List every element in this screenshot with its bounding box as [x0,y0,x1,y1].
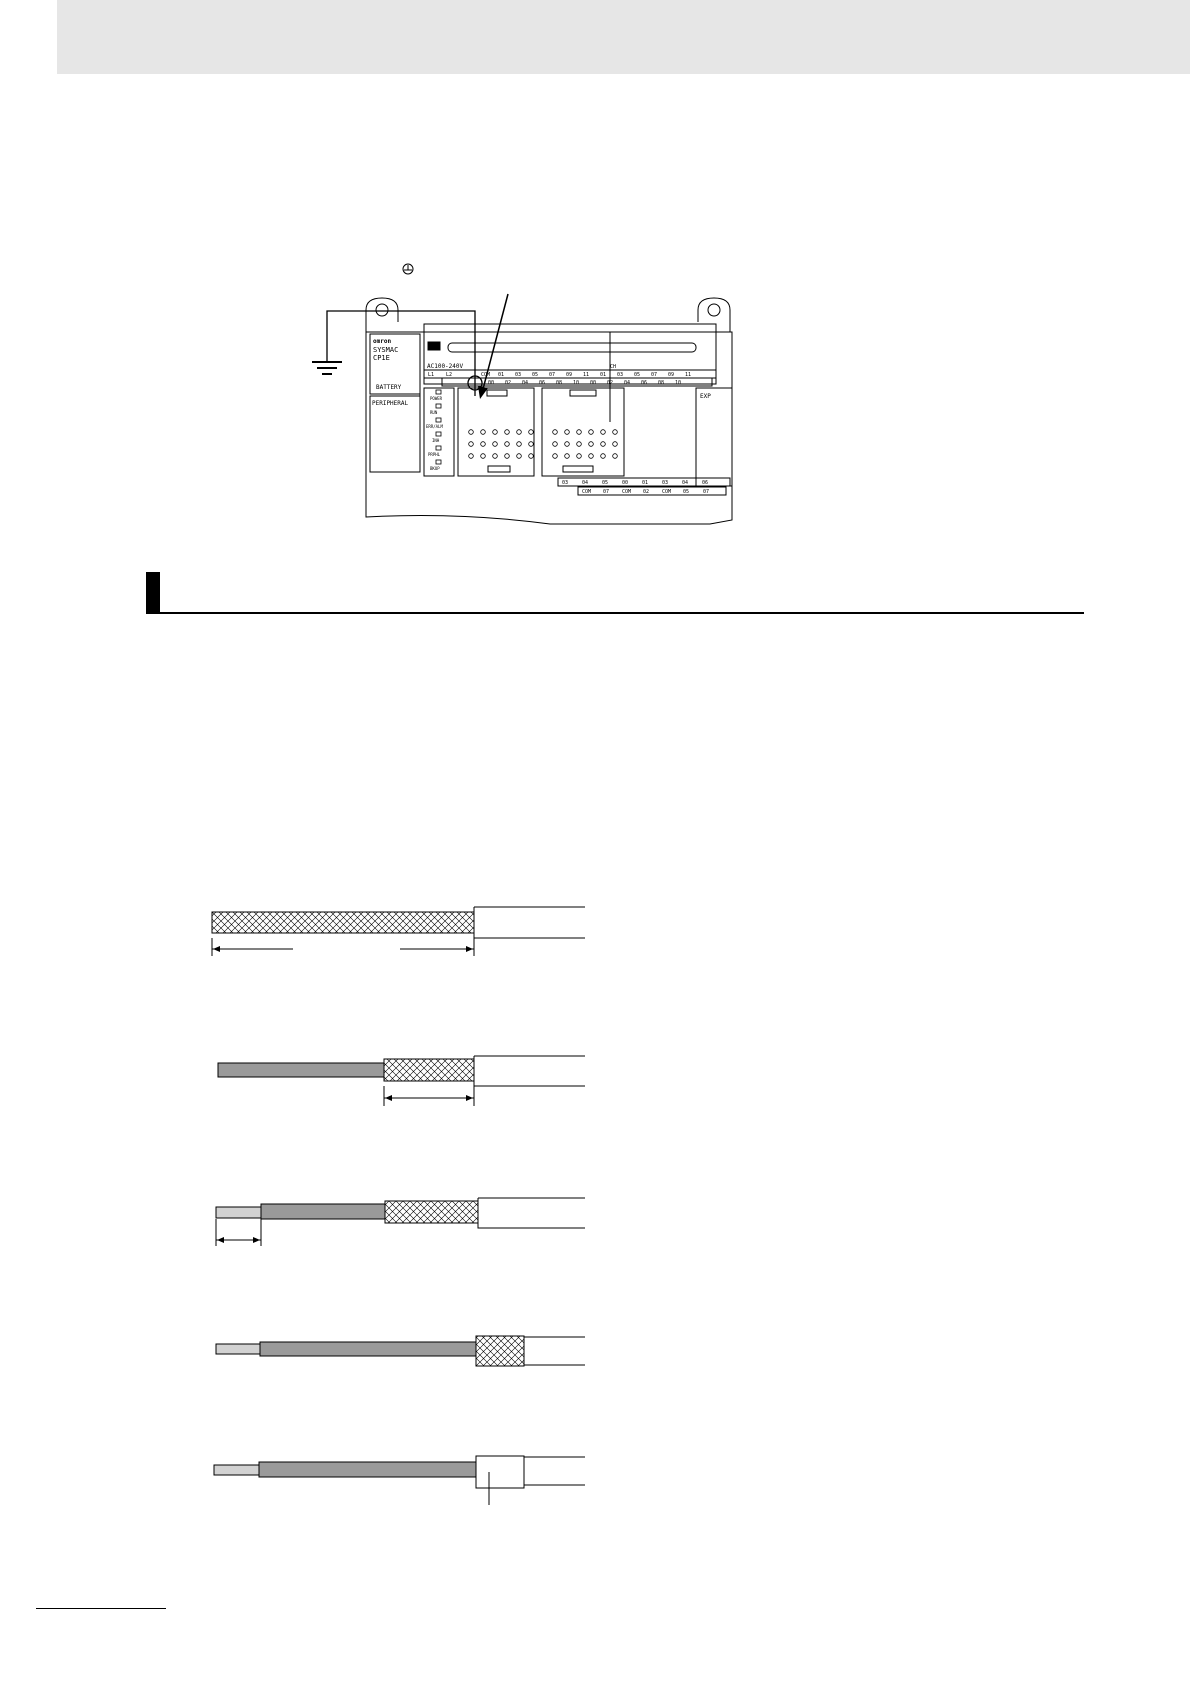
terminal-label: 07 [549,372,556,378]
bare-conductor [214,1465,259,1475]
section-heading-marker [146,572,160,612]
terminal-label: 06 [641,380,648,386]
cable-step-5 [214,1456,585,1505]
cable-step-3 [216,1198,585,1246]
arrow-left-icon [385,1095,392,1101]
terminal-label: COM [662,489,672,495]
plc-ground-figure [300,262,760,532]
indicator-label: POWER [430,396,443,401]
section-heading-rule [146,612,1084,614]
terminal-label: 11 [685,372,692,378]
terminal-label: 03 [662,480,669,486]
terminal-label: 03 [515,372,522,378]
terminal-label: L2 [446,372,453,378]
indicator-label: INH [432,438,440,443]
arrow-right-icon [466,946,473,952]
terminal-label: 10 [573,380,580,386]
terminal-label: 05 [683,489,690,495]
terminal-label: L1 [428,372,435,378]
plc-brand: omron [373,338,392,345]
terminal-label: 03 [617,372,624,378]
terminal-label: COM [622,489,632,495]
terminal-label: 02 [643,489,650,495]
terminal-label: 08 [556,380,563,386]
cable-jacket [478,1198,585,1228]
indicator-label: BKUP [430,466,440,471]
in-channel-label: CH [610,364,617,370]
terminal-label: 04 [582,480,589,486]
battery-label: BATTERY [376,384,402,391]
terminal-label: 05 [602,480,609,486]
indicator-label: ERR/ALM [426,424,443,429]
indicator-label: PRPHL [428,452,441,457]
plc-unit [366,298,732,524]
cable-jacket [474,1056,585,1086]
terminal-label: 06 [539,380,546,386]
connector-pins [469,430,618,459]
bare-conductor [216,1344,260,1354]
terminal-label: 09 [668,372,675,378]
folded-shield [476,1336,524,1366]
page-header-band [57,0,1190,74]
cable-step-4 [216,1336,585,1366]
terminal-label: 00 [590,380,597,386]
terminal-label: COM [481,372,491,378]
terminal-label: 09 [566,372,573,378]
terminal-label: 11 [583,372,590,378]
cable-preparation-figure [200,900,600,1520]
bare-conductor [216,1207,261,1218]
arrow-right-icon [253,1237,260,1243]
terminal-label: 02 [607,380,614,386]
heat-shrink-tube [476,1456,524,1488]
terminal-label: 01 [498,372,505,378]
terminal-label: 05 [532,372,539,378]
braided-shield [385,1201,478,1223]
plc-model-line1: SYSMAC [373,346,399,354]
peripheral-label: PERIPHERAL [372,400,409,407]
footer-rule [36,1608,166,1609]
braided-shield [212,912,474,933]
cable-jacket [474,907,585,938]
insulated-conductor [261,1204,385,1219]
terminal-label: 02 [505,380,512,386]
terminal-label: 08 [658,380,665,386]
terminal-label: 01 [600,372,607,378]
terminal-label: 01 [642,480,649,486]
terminal-label: 04 [624,380,631,386]
arrow-right-icon [466,1095,473,1101]
terminal-label: 07 [603,489,610,495]
cable-step-1 [212,907,585,956]
insulated-conductor [259,1462,476,1477]
insulated-conductor [218,1063,384,1077]
terminal-label: 03 [562,480,569,486]
terminal-label: 10 [675,380,682,386]
terminal-label: 05 [634,372,641,378]
plc-model-line2: CP1E [373,354,390,362]
arrow-left-icon [213,946,220,952]
arrow-left-icon [217,1237,224,1243]
cable-step-2 [218,1056,585,1106]
terminal-label: 04 [682,480,689,486]
terminal-label: 07 [651,372,658,378]
terminal-label: 00 [622,480,629,486]
terminal-label: 00 [488,380,495,386]
terminal-label: 06 [702,480,709,486]
indicator-label: RUN [430,410,438,415]
terminal-label: 04 [522,380,529,386]
braided-shield [384,1059,474,1081]
power-rating: AC100-240V [427,363,464,370]
insulated-conductor [260,1342,476,1356]
exp-label: EXP [700,393,711,400]
earth-ground-icon [312,362,342,374]
terminal-label: 07 [703,489,710,495]
ground-symbol-icon [403,264,413,274]
terminal-label: COM [582,489,592,495]
